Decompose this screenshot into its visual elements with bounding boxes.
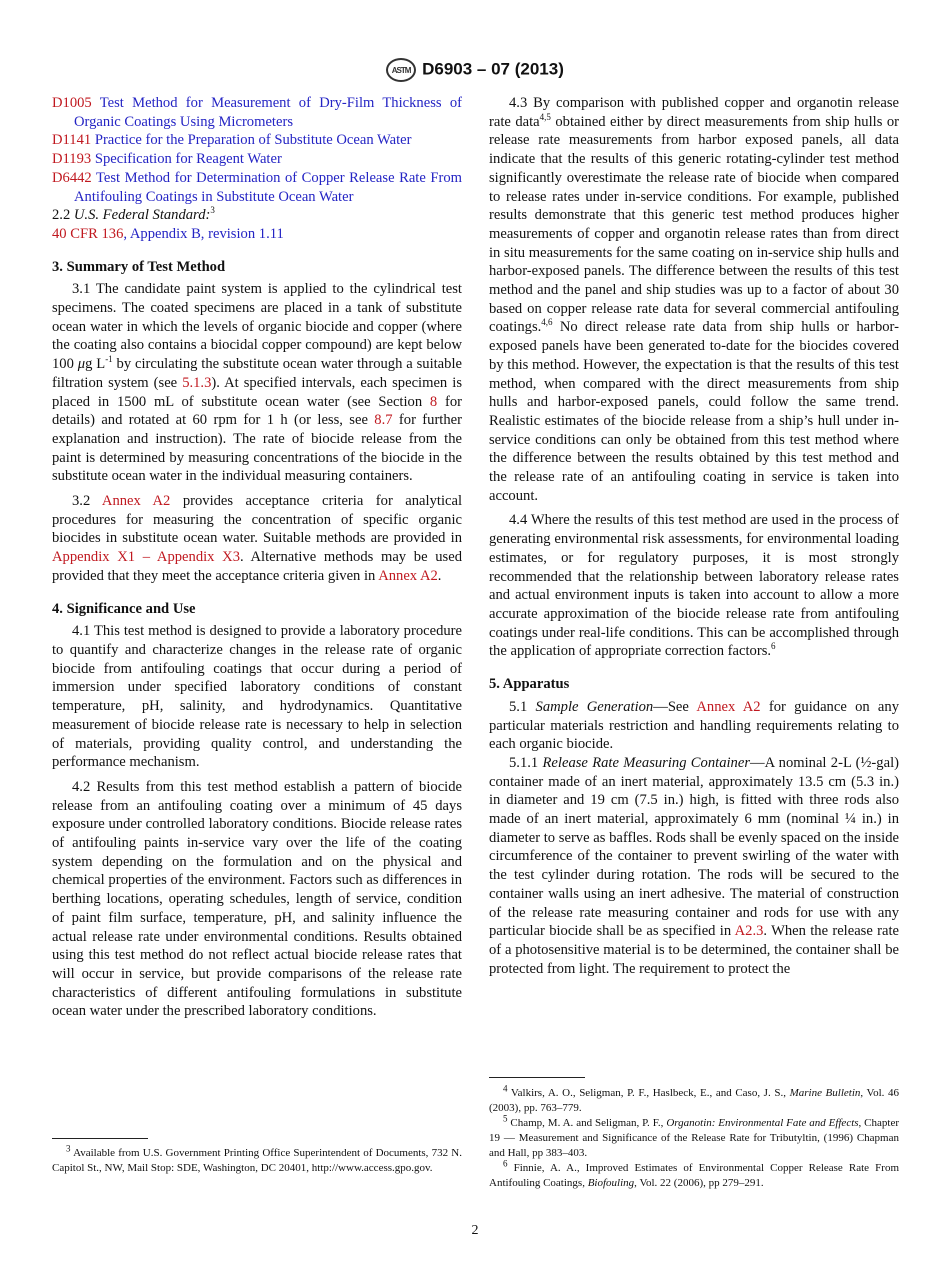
text: obtained either by direct measurements from ship hulls or release rate measurements from harbor exposed panels, all data indicate that the results of this generic rotating-cylinder test method significantly overestimate the release rate of biocide when compared to release rates under in-service conditions. For example, published results demonstrate that this generic test method produces higher measurements of copper and organotin release rates than from direct in situ measurements for the same coating on in-service ship hulls and harbor-exposed panels. The difference between the results of this test method and the panel and ship studies was up to a factor of about 30 based on copper release rate data for several commercial antifouling coatings. [489, 113, 899, 336]
reference-item [52, 94, 462, 131]
paragraph [52, 492, 462, 586]
reference-link[interactable]: Test Method for Determination of Copper Release Rate From Antifouling Coatings in Substitute Ocean Water [74, 169, 462, 205]
reference-item [52, 150, 462, 169]
paragraph [489, 511, 899, 661]
footnotes-left [52, 1143, 462, 1176]
text: Valkirs, A. O., Seligman, P. F., Haslbeck, E., and Caso, J. S., [507, 1087, 790, 1099]
reference-link[interactable]: Annex A2 [378, 567, 438, 584]
text: Biofouling [587, 1177, 635, 1189]
reference-link[interactable]: Specification for Reagent Water [91, 151, 282, 168]
footnote [489, 1113, 900, 1161]
paragraph [489, 94, 899, 505]
text: 4.2 Results from this test method establish a pattern of biocide release from an antifouling coating over a minimum of 45 days exposure under controlled laboratory conditions. Biocide release rates of antifouling paints in-service vary over the life of the coating system depending on the formulation and on the physical and chemical properties of the environment. Factors such as differences in berthing locations, operating schedules, length of service, condition of paint film surface, temperature, pH, and salinity influence the actual release rate under environmental conditions. Results obtained using this test method do not reflect actual biocide release rates that will occur in service, but provide comparisons of the release rate characteristics of different antifouling formulations in substitute ocean water under the prescribed laboratory conditions. [52, 778, 462, 1020]
text: Sample Generation [535, 698, 654, 715]
footnote-marker: 3 [66, 1143, 71, 1154]
page-header [0, 58, 950, 82]
text: provides acceptance criteria for analytical procedures for measuring the concentration of specific organic biocides in substitute ocean water. Suitable methods are provided in [52, 493, 463, 547]
reference-link[interactable]: 8 [429, 393, 438, 410]
text: 4.3 By comparison with published copper and organotin release rate data [489, 95, 899, 130]
text: No direct release rate data from ship hulls or harbor-exposed panels have been generated to-date for the biocides covered by this method. However, the expectation is that the results of this test method, when compared with the direct measurements from ship hulls and harbor-exposed panels, could follow the same trend. Realistic estimates of the biocide release from a ship’s hull under in-service conditions can only be obtained from this test method where the difference between the results obtained by this test method and the release rate of an antifouling coating in service is taken into account. [489, 319, 899, 504]
text: for details) and rotated at 60 rpm for 1 h (or less, see [52, 393, 462, 429]
reference-link[interactable]: Annex A2 [101, 493, 171, 510]
text: U.S. Federal Standard: [73, 207, 211, 224]
text: g L [85, 356, 106, 373]
page-number: 2 [471, 1223, 479, 1238]
text: Finnie, A. A., Improved Estimates of Environmental Copper Release Rate From Antifouling Coatings, [489, 1162, 899, 1189]
text: Organotin: Environmental Fate and Effects [666, 1117, 859, 1129]
reference-link[interactable]: Appendix X1 – Appendix X3 [52, 549, 240, 566]
text: for further explanation and instruction). The rate of biocide release from the paint is determined by measuring concentrations of the biocide in the substitute ocean water in the individual measuring containers. [52, 412, 462, 485]
footnote [489, 1158, 899, 1191]
footnotes-right [489, 1083, 900, 1191]
text: —A nominal 2-L (½-gal) container made of an inert material, approximately 13.5 cm (5.3 in.) in diameter and 19 cm (7.5 in.) high, is fitted with three rods also made of an inert material, approximately 6 mm (nominal ¼ in.) in diameter to serve as baffles. Rods shall be evenly spaced on the inside circumference of the container to prevent swirling of the water with the test cylinder during rotation. The rods will be secured to the container walls using an inert adhesive. The material of construction of the release rate measuring container and rods for use with any particular biocide shall be as specified in [489, 754, 899, 940]
text: 3.2 [72, 493, 102, 510]
footnote-marker: 6 [503, 1158, 508, 1169]
reference-link[interactable]: 40 CFR 136 [52, 225, 124, 242]
text: 5.1.1 [509, 754, 543, 771]
footnote [52, 1143, 462, 1176]
paragraph [489, 754, 899, 978]
text: μ [77, 356, 86, 373]
reference-item [52, 131, 462, 150]
right-column [489, 94, 899, 978]
text: . When the release rate of a photosensitive material is to be determined, the container shall be protected from light. The requirement to protect the [489, 923, 899, 977]
footnote-rule-left [52, 1138, 148, 1139]
left-column [52, 94, 462, 1021]
reference-link[interactable]: 5.1.3 [182, 374, 212, 391]
text: 2.2 [52, 207, 74, 224]
section-heading: 4. Significance and Use [52, 600, 196, 617]
reference-link[interactable]: , Appendix B, revision 1.11 [123, 225, 284, 242]
paragraph [52, 280, 462, 486]
text: by circulating the substitute ocean water through a suitable filtration system (see [52, 356, 462, 391]
text: 5.1 [509, 698, 536, 715]
text: Release Rate Measuring Container [542, 754, 750, 771]
paragraph [52, 225, 462, 244]
text: —See [653, 698, 697, 715]
footnote-rule-right [489, 1077, 585, 1078]
reference-link[interactable]: D6442 [52, 169, 92, 186]
text: 3.1 The candidate paint system is applied to the cylindrical test specimens. The coated specimens are placed in a tank of substitute ocean water in which the levels of organic biocide and copper (where the coating also contains a biocidal copper compound) are kept below 100 [52, 281, 462, 373]
text: 4.1 This test method is designed to provide a laboratory procedure to quantify and characterize changes in the release rate of organic biocide from antifouling coatings that occur during a period of immersion under specified laboratory conditions of constant temperature, pH, salinity, and hydrodynamics. Quantitative measurement of biocide release rate is necessary to help in selection of materials, providing quality control, and understanding the performance mechanism. [52, 623, 462, 771]
text: , Vol. 22 (2006), pp 279–291. [634, 1177, 764, 1189]
text: . Alternative methods may be used provided that they meet the acceptance criteria given in [52, 549, 462, 584]
footnote-marker: 4,6 [541, 317, 553, 328]
text: Champ, M. A. and Seligman, P. F., [507, 1117, 667, 1129]
footnote-marker: -1 [105, 354, 113, 365]
paragraph [489, 698, 899, 754]
reference-link[interactable]: Practice for the Preparation of Substitute Ocean Water [91, 132, 412, 149]
footnote-marker: 4,5 [539, 111, 551, 122]
reference-link[interactable]: Annex A2 [696, 698, 761, 715]
paragraph [52, 622, 462, 772]
footnote-marker: 3 [210, 205, 215, 216]
text: 4.4 Where the results of this test method are used in the process of generating environmental risk assessments, for environmental loading estimates, or for regulatory purposes, it is most strongly recommended that the relationship between laboratory release rates and actual environment inputs is taken into account to allow a more accurate approximation of the biocide release rate from antifouling coatings under real-life conditions. This can be accomplished through the application of appropriate correction factors. [489, 512, 899, 660]
paragraph [52, 206, 462, 225]
footnote-marker: 5 [503, 1113, 508, 1124]
reference-link[interactable]: A2.3 [734, 923, 764, 940]
reference-link[interactable]: D1193 [52, 151, 92, 168]
footnote-marker: 6 [771, 641, 776, 652]
text: Marine Bulletin [789, 1087, 861, 1099]
text: , Vol. 46 (2003), pp. 763–779. [489, 1087, 899, 1114]
text: . [437, 567, 442, 584]
reference-item [52, 169, 462, 206]
text: ). At specified intervals, each specimen is placed in 1500 mL of substitute ocean water (see Section [52, 374, 462, 410]
reference-link[interactable]: D1005 [52, 95, 92, 111]
section-heading: 5. Apparatus [489, 676, 570, 693]
reference-link[interactable]: Test Method for Measurement of Dry-Film Thickness of Organic Coatings Using Micrometers [74, 95, 462, 130]
section-heading: 3. Summary of Test Method [52, 258, 226, 275]
text: for guidance on any particular materials restriction and handling requirements relating to each organic biocide. [489, 698, 900, 753]
paragraph [52, 778, 462, 1021]
designation: D6903 – 07 (2013) [422, 59, 564, 79]
reference-link[interactable]: 8.7 [374, 412, 393, 429]
text: Available from U.S. Government Printing Office Superintendent of Documents, 732 N. Capitol St., NW, Mail Stop: SDE, Washington, DC 20401, http://www.access.gpo.gov. [52, 1147, 462, 1174]
footnote-marker: 4 [503, 1083, 508, 1094]
text: , Chapter 19 — Measurement and Significance of the Release Rate for Tributyltin, (1996) Chapman and Hall, pp 383–403. [489, 1117, 900, 1159]
footnote [489, 1083, 899, 1116]
astm-logo: ASTM [386, 58, 416, 82]
reference-link[interactable]: D1141 [52, 132, 92, 149]
